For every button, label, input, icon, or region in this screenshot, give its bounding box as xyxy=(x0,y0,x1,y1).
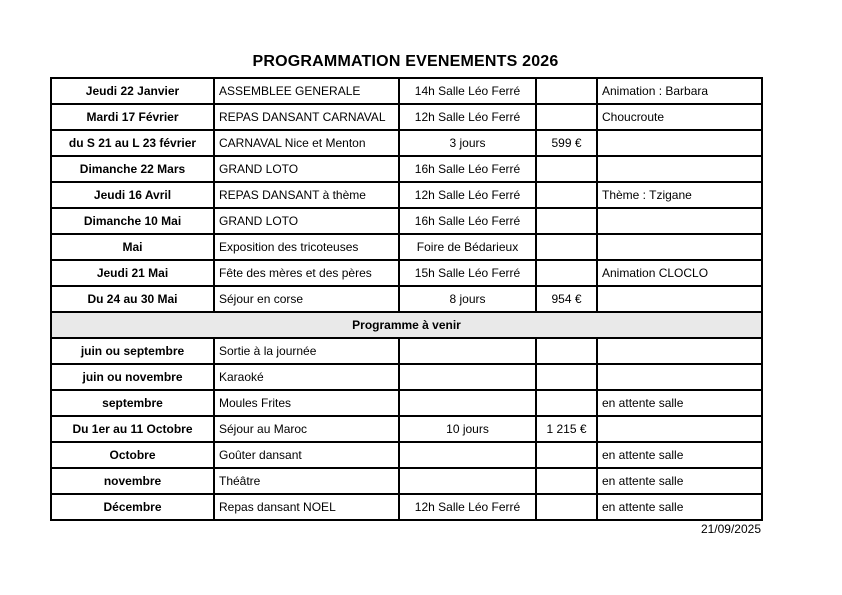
table-row xyxy=(51,390,762,416)
cell-price xyxy=(536,364,597,390)
table-row xyxy=(51,130,762,156)
cell-note xyxy=(597,208,762,234)
cell-note: Thème : Tzigane xyxy=(597,182,762,208)
cell-note: en attente salle xyxy=(597,494,762,520)
cell-price xyxy=(536,442,597,468)
cell-price xyxy=(536,234,597,260)
cell-event: Séjour en corse xyxy=(214,286,399,312)
cell-date: Du 24 au 30 Mai xyxy=(51,286,214,312)
cell-event: ASSEMBLEE GENERALE xyxy=(214,78,399,104)
cell-note: Animation CLOCLO xyxy=(597,260,762,286)
cell-note xyxy=(597,416,762,442)
cell-note xyxy=(597,156,762,182)
events-table xyxy=(50,77,763,521)
cell-schedule: 15h Salle Léo Ferré xyxy=(399,260,536,286)
cell-note: en attente salle xyxy=(597,442,762,468)
cell-price xyxy=(536,104,597,130)
cell-date: juin ou septembre xyxy=(51,338,214,364)
table-row xyxy=(51,494,762,520)
cell-price: 1 215 € xyxy=(536,416,597,442)
cell-note xyxy=(597,338,762,364)
cell-event: Karaoké xyxy=(214,364,399,390)
cell-note xyxy=(597,364,762,390)
cell-event: Sortie à la journée xyxy=(214,338,399,364)
cell-event: GRAND LOTO xyxy=(214,156,399,182)
cell-event: Fête des mères et des pères xyxy=(214,260,399,286)
cell-note: Animation : Barbara xyxy=(597,78,762,104)
cell-price xyxy=(536,156,597,182)
cell-date: Jeudi 22 Janvier xyxy=(51,78,214,104)
table-row xyxy=(51,364,762,390)
cell-schedule: 3 jours xyxy=(399,130,536,156)
cell-date: Du 1er au 11 Octobre xyxy=(51,416,214,442)
cell-schedule: 12h Salle Léo Ferré xyxy=(399,494,536,520)
cell-schedule: 12h Salle Léo Ferré xyxy=(399,182,536,208)
footer-date: 21/09/2025 xyxy=(700,522,761,536)
table-row xyxy=(51,416,762,442)
cell-event: Repas dansant NOEL xyxy=(214,494,399,520)
cell-date: Décembre xyxy=(51,494,214,520)
table-row xyxy=(51,338,762,364)
cell-note xyxy=(597,286,762,312)
table-row xyxy=(51,104,762,130)
cell-schedule: 10 jours xyxy=(399,416,536,442)
table-row xyxy=(51,208,762,234)
cell-note: en attente salle xyxy=(597,390,762,416)
cell-date: septembre xyxy=(51,390,214,416)
document-title: PROGRAMMATION EVENEMENTS 2026 xyxy=(252,53,559,70)
cell-price xyxy=(536,468,597,494)
cell-schedule xyxy=(399,468,536,494)
cell-date: Mai xyxy=(51,234,214,260)
section-banner-row xyxy=(51,312,762,338)
events-table-body xyxy=(51,78,762,520)
cell-price xyxy=(536,182,597,208)
cell-schedule: 16h Salle Léo Ferré xyxy=(399,156,536,182)
cell-price: 954 € xyxy=(536,286,597,312)
cell-schedule xyxy=(399,338,536,364)
cell-schedule: 12h Salle Léo Ferré xyxy=(399,104,536,130)
cell-event: Théâtre xyxy=(214,468,399,494)
cell-date: Dimanche 10 Mai xyxy=(51,208,214,234)
cell-note: Choucroute xyxy=(597,104,762,130)
cell-price xyxy=(536,390,597,416)
cell-price xyxy=(536,338,597,364)
cell-price xyxy=(536,208,597,234)
cell-event: REPAS DANSANT CARNAVAL xyxy=(214,104,399,130)
cell-schedule: Foire de Bédarieux xyxy=(399,234,536,260)
table-row xyxy=(51,234,762,260)
cell-date: Jeudi 16 Avril xyxy=(51,182,214,208)
section-banner: Programme à venir xyxy=(51,312,762,338)
cell-event: REPAS DANSANT à thème xyxy=(214,182,399,208)
table-row xyxy=(51,156,762,182)
cell-note xyxy=(597,234,762,260)
cell-event: GRAND LOTO xyxy=(214,208,399,234)
cell-schedule: 16h Salle Léo Ferré xyxy=(399,208,536,234)
cell-date: juin ou novembre xyxy=(51,364,214,390)
table-row xyxy=(51,468,762,494)
cell-date: Jeudi 21 Mai xyxy=(51,260,214,286)
cell-price xyxy=(536,78,597,104)
cell-event: Exposition des tricoteuses xyxy=(214,234,399,260)
cell-note xyxy=(597,130,762,156)
table-row xyxy=(51,78,762,104)
cell-price xyxy=(536,260,597,286)
cell-date: Mardi 17 Février xyxy=(51,104,214,130)
cell-schedule: 8 jours xyxy=(399,286,536,312)
cell-date: Octobre xyxy=(51,442,214,468)
cell-date: Dimanche 22 Mars xyxy=(51,156,214,182)
table-row xyxy=(51,442,762,468)
cell-event: Séjour au Maroc xyxy=(214,416,399,442)
cell-schedule xyxy=(399,390,536,416)
cell-date: du S 21 au L 23 février xyxy=(51,130,214,156)
cell-schedule xyxy=(399,442,536,468)
cell-date: novembre xyxy=(51,468,214,494)
cell-event: Moules Frites xyxy=(214,390,399,416)
table-row xyxy=(51,260,762,286)
cell-schedule xyxy=(399,364,536,390)
cell-price: 599 € xyxy=(536,130,597,156)
table-row xyxy=(51,182,762,208)
table-row xyxy=(51,286,762,312)
cell-event: Goûter dansant xyxy=(214,442,399,468)
cell-note: en attente salle xyxy=(597,468,762,494)
cell-price xyxy=(536,494,597,520)
cell-event: CARNAVAL Nice et Menton xyxy=(214,130,399,156)
cell-schedule: 14h Salle Léo Ferré xyxy=(399,78,536,104)
